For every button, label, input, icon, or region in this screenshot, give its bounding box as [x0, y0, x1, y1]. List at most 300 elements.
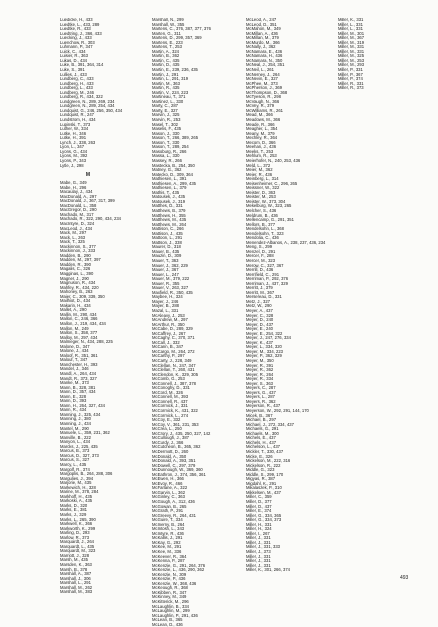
index-entry: Luke, S., 391	[60, 67, 85, 73]
index-entry: Mattison, C., 266	[152, 226, 184, 232]
index-entry: Mack, L., 263	[60, 234, 86, 240]
index-entry: Lundgreen, N., 289, 254, 434	[60, 103, 115, 109]
index-entry: Lyons, G., 434	[60, 148, 88, 154]
index-entry: Luick, C., 434	[60, 48, 86, 54]
index-entry: Machado, M., 317	[60, 211, 94, 217]
index-entry: Luedtke, R., 433	[60, 26, 91, 32]
index-entry: Mann, B., 328, 381	[60, 384, 96, 390]
index-entry: Martens, C., 376, 387, 377, 376	[152, 26, 211, 32]
index-entry: Martin, B., 362	[152, 53, 180, 59]
index-entry: Marlow, R., 373	[60, 534, 90, 540]
index-entry: Miller, J., 373	[246, 548, 271, 554]
index-entry: Miller, M., 325	[338, 53, 365, 59]
index-entry: McDonald, A., 350	[152, 453, 187, 459]
index-entry: McEathron, J., 374, 356, 361	[152, 471, 206, 477]
index-entry: Miller, M., 293	[338, 62, 365, 68]
index-entry: McVaugh, N., 366	[246, 98, 280, 104]
index-entry: McKeever, R., 364	[152, 553, 187, 559]
index-entry: McKee, M., 291	[152, 544, 182, 550]
index-entry: Mattison, J., 435	[152, 230, 183, 236]
index-entry: McLeod, D., 351	[246, 21, 277, 27]
index-entry: McNeal, J., 254, 351	[246, 62, 285, 68]
index-entry: Lytle, J., 298	[60, 162, 84, 168]
index-entry: McCarthy, P., 297	[152, 353, 185, 359]
index-entry: Manning, J., 434	[60, 421, 91, 427]
index-entry: McKenzie, W., 368, 436	[152, 580, 197, 586]
index-entry: McConnell, R., 437	[152, 398, 188, 404]
index-entry: Lupinski, T., 373	[60, 121, 91, 127]
index-entry: Merow, C., 327, 367	[246, 262, 284, 268]
index-entry: Mathiesen, L., 379	[152, 185, 187, 191]
index-entry: Mandl, A., 264, 434	[60, 371, 97, 377]
index-entry: Miller, C., 359	[246, 494, 272, 500]
index-entry: Meyer, R., 264	[246, 371, 274, 377]
index-entry: McCord, M., 326	[152, 389, 183, 395]
index-entry: Lundberg, C., 433	[60, 76, 94, 82]
index-entry: Manuele, L., 359, 231, 362	[60, 430, 110, 436]
index-entry: Mayer, J., 246	[152, 298, 179, 304]
index-entry: Mann, R., 434	[60, 407, 87, 413]
index-entry: Marquardt, M., 323	[60, 548, 96, 554]
index-entry: McDowell, C., 297, 379	[152, 462, 196, 468]
index-entry: Maxfield, R., 350, 435	[152, 289, 193, 295]
index-entry: McGinley, C., 363	[152, 494, 185, 500]
index-entry: McGrath, P., 291	[152, 508, 184, 514]
index-entry: Michelson, L., 437	[246, 444, 280, 450]
index-entry: Micke, E., 326	[246, 453, 273, 459]
index-entry: Margulies, J., 394	[60, 475, 94, 481]
index-entry: Miller, M., 319	[338, 39, 365, 45]
index-entry: Marks, L., 265, 390	[60, 516, 96, 522]
index-entry: Marriott, J., 328	[60, 552, 90, 558]
index-entry: Martineau, T., 371	[152, 94, 186, 100]
index-entry: Martin, E., 239, 236, 435	[152, 67, 198, 73]
index-entry: McCarty, J., 228, 349	[152, 358, 192, 364]
index-entry: Madden, R., 390	[60, 261, 91, 267]
index-entry: McPherson, J., 369	[246, 85, 283, 91]
index-entry: Mayer, B., 288	[152, 303, 179, 309]
index-entry: Marshall, M., 262	[60, 584, 93, 590]
index-entry: Mazal, L., 331	[152, 308, 179, 313]
index-entry: McCaghy, C., 370, 371	[152, 335, 195, 341]
index-entry: Luther, W., 334	[60, 126, 89, 132]
index-entry: Manke, M., 373	[60, 380, 89, 386]
index-entry: Lundquist, R., 247	[60, 112, 94, 118]
index-entry: Meyer, J., 247, 276, 334	[246, 335, 291, 341]
index-entry: Marty, E., 327	[152, 107, 178, 113]
index-entry: Manning, J., 325, 434	[60, 411, 101, 417]
index-entry: Malmeger, N., 434, 288, 225	[60, 339, 113, 345]
index-entry: Meinberg, L., 314	[246, 176, 279, 182]
index-entry: McConnell, J., 387, 378	[152, 380, 196, 386]
index-entry: Malone, D., 347	[60, 343, 90, 349]
index-entry: Mackinnon, J., 333	[60, 248, 96, 254]
index-entry: Luedtke, L., 433, 289	[60, 21, 100, 27]
index-entry: Mendelsohn, T., 323	[246, 230, 284, 236]
index-entry: Massa, L., 330	[152, 153, 180, 159]
index-entry: Merritt, M., 367	[246, 289, 275, 295]
index-entry: McNally, J., 362	[246, 44, 276, 50]
index-entry: Madden, B., 290	[60, 252, 91, 258]
index-entry: Mellencamp, G., 291, 351	[246, 217, 294, 223]
index-entry: Michels, H., 437	[246, 439, 277, 445]
index-entry: Miller, D., 437	[246, 503, 272, 509]
index-entry: McTyeson, R., 298	[246, 94, 281, 100]
index-entry: Mabe, H., 296	[60, 184, 87, 190]
index-entry: Mahfey, R., 434, 220	[60, 284, 99, 290]
index-entry: Meadows, M., 366	[246, 117, 281, 123]
index-entry: McGarvin, L., 362	[152, 489, 186, 495]
index-entry: Miller, R., 373	[338, 85, 364, 91]
index-entry: Lyon, L., 347	[60, 144, 85, 150]
index-entry: Masoburg, R., 266	[152, 148, 187, 154]
index-entry: McArthur, R., 350	[152, 321, 185, 327]
index-entry: Mathiesen, L., 391	[152, 176, 187, 182]
index-column-4	[338, 18, 424, 91]
index-entry: Meister, W., 373, 304	[246, 198, 286, 204]
index-entry: McNerney, J., 264	[246, 71, 280, 77]
index-entry: Meyer, R., 334	[246, 376, 274, 382]
index-entry: Meyerson, R., 437	[246, 403, 281, 409]
index-entry: Mickelson, R., 222	[246, 462, 281, 468]
index-entry: Lundberg, L., 433	[60, 85, 93, 91]
index-entry: Margoplis, B., 264, 288, 306	[60, 471, 113, 477]
index-entry: Mauer, M., 379, 222	[152, 276, 190, 282]
index-entry: Madden, M., 297, 397	[60, 257, 101, 263]
index-entry: Meister, M., 253	[246, 194, 276, 200]
index-entry: Meissner, W., 322	[246, 185, 280, 191]
index-entry: Miller, M., 331	[338, 44, 365, 50]
index-entry: Lyons, M., 392	[60, 153, 88, 159]
index-entry: Marks, J., 329	[60, 511, 87, 517]
index-entry: McDermott, D., 260	[152, 448, 189, 454]
index-entry: Mann, E., 328	[60, 393, 87, 399]
index-entry: Luisier, R., 363	[60, 53, 88, 59]
index-entry: Lundgreen, N., 289, 269, 234	[60, 98, 115, 104]
index-entry: McMillan, M., 379	[246, 35, 279, 41]
index-entry: Mecom, D., 366	[246, 139, 276, 145]
index-entry: MacIntyre, D., 324	[60, 220, 95, 226]
index-entry: Magner, J., 290	[60, 275, 89, 281]
index-entry: Magnuson, R., 434	[60, 280, 96, 286]
index-entry: Mason, T., 330	[152, 139, 180, 145]
index-entry: Marsh, B., 378	[60, 566, 88, 572]
index-entry: Meyers, R., 362	[246, 398, 276, 404]
index-entry: McKinney, M., 349	[152, 594, 187, 600]
index-entry: Marcus, D., 327, 373	[60, 452, 99, 458]
index-entry: Martinez, L., 330	[152, 98, 184, 104]
index-entry: Marcus, S., 327	[60, 457, 90, 463]
index-entry: Mason, J., 330	[152, 130, 180, 136]
index-entry: Martens, E., 223	[152, 39, 183, 45]
index-entry: Miller, P., 367	[338, 71, 363, 77]
index-entry: Lynch, J., 338, 263	[60, 139, 96, 145]
index-entry: Meade, R., 366	[246, 121, 275, 127]
index-entry: Meyers, C., 287	[246, 385, 276, 391]
index-entry: McComb, G., 253	[152, 376, 185, 382]
index-entry: Miller, J., 331	[246, 535, 271, 541]
index-entry: Lundberg, R., 434, 322	[60, 94, 103, 100]
index-entry: McKee, M., 336	[152, 548, 182, 554]
index-entry: Matousek, J., 435	[152, 194, 186, 200]
index-entry: Miller, R., 331	[338, 80, 364, 86]
index-entry: Mauer, L., 247	[152, 271, 179, 277]
index-entry: Mastecka, B., 254, 350	[152, 162, 195, 168]
index-entry: Meyer, D., 437	[246, 321, 274, 327]
index-entry: McNamara, H., 436	[246, 53, 283, 59]
index-entry: McCormick, J., 331	[152, 403, 188, 409]
index-entry: Manchester, H., 393	[60, 361, 98, 367]
index-entry: Martens, D., 299, 357, 369	[152, 35, 202, 41]
index-entry: McEwen, H., 366	[152, 476, 184, 482]
index-entry: Meyer, R., 362	[246, 367, 274, 373]
index-entry: Meister, D., 363	[246, 189, 276, 195]
index-entry: McConnell, M., 393	[152, 394, 189, 400]
index-entry: Miller, M., 331	[338, 48, 365, 54]
index-entry: Mallon, C., 246, 366	[60, 316, 98, 322]
index-entry: Marshall, J., 306	[60, 575, 91, 581]
index-entry: Mauer, B., 435	[152, 248, 180, 254]
index-entry: McConoghy, D., 331	[152, 385, 190, 391]
index-entry: Meyer, P., 362, 329	[246, 353, 282, 359]
index-entry: Marshall, N., 299	[152, 18, 184, 22]
index-entry: Magginas, L., 390	[60, 270, 94, 276]
index-entry: Mickelson, M., 222, 316	[246, 458, 291, 464]
index-entry: Miller, J., 331	[246, 553, 271, 559]
index-entry: Meagher, L., 354	[246, 126, 278, 132]
index-entry: Meeks, T., 253	[246, 148, 274, 154]
index-entry: Mann, D., 393	[60, 398, 87, 404]
index-entry: McCrea, L., 250	[152, 426, 182, 432]
index-entry: Miller, J., 331, 333	[246, 544, 280, 550]
index-entry: Mauer, J., 362, 229	[152, 262, 188, 268]
index-entry: Meyerson, W., 292, 291, 144, 170	[246, 408, 309, 414]
index-entry: Marcy, L., 435	[60, 461, 87, 467]
index-entry: Miller, L., 331	[338, 21, 363, 27]
index-entry: Matecko, D., 309, 364	[152, 171, 193, 177]
index-entry: Matthews, M., 264	[152, 221, 187, 227]
index-entry: Meyer, R., 391	[246, 362, 274, 368]
index-entry: Michels, E., 437	[246, 435, 276, 441]
index-entry: Markewich, H., 328	[60, 484, 96, 490]
index-entry: McLean, D., 436	[152, 621, 183, 627]
index-entry: Michaels, G., 291	[246, 426, 279, 432]
index-entry: Manning, J., 380	[60, 416, 91, 422]
index-entry: Mendelsohn, L., 368	[246, 226, 284, 232]
index-entry: Miller, K., 331	[338, 18, 364, 22]
index-entry: Martin, L., 291, 319	[152, 76, 189, 82]
index-entry: McKenzie, G., 291, 264, 376	[152, 562, 206, 568]
index-entry: Merrill, D., 436	[246, 267, 274, 273]
index-entry: Matthews, B., 379	[152, 207, 186, 213]
index-entry: McCabe, D., 289, 329	[152, 326, 193, 332]
index-entry: Mechley, R., 364	[246, 135, 278, 141]
index-entry: Mikalaszek, P., 310	[246, 485, 282, 491]
index-entry: Mackinnon, S., 377	[60, 243, 96, 249]
index-entry: Mack, T., 325	[60, 239, 85, 245]
index-entry: Miller, L., 331	[338, 26, 363, 32]
index-entry: McCaffrey, J., 267	[152, 330, 186, 336]
index-entry: Miller, G., 334, 373	[246, 517, 282, 523]
index-entry: Manyon, L., 434	[60, 439, 91, 445]
index-entry: Meyer, M., 350	[246, 358, 274, 364]
index-entry: Markoski, A., 435	[60, 498, 93, 504]
index-entry: McThompson, D., 368	[246, 89, 288, 95]
index-entry: Lundberg, H., 433	[60, 80, 94, 86]
index-entry: Martin, J., 291	[152, 71, 179, 77]
index-entry: Matthes, D., 331	[152, 203, 183, 209]
index-entry: Marsden, K., 363	[60, 561, 92, 567]
index-entry: McKenzie, N., 309	[152, 571, 187, 577]
index-entry: Marcus, B., 373	[60, 448, 90, 454]
index-entry: McAleavy, J., 253	[152, 312, 185, 318]
index-entry: Miller, D., 377	[246, 498, 272, 504]
index-entry: McGuire, T., 334	[152, 517, 183, 523]
index-entry: Marvin, R., 253	[152, 117, 181, 123]
index-entry: McClellan, N., 247, 347	[152, 362, 196, 368]
index-entry: Margolf, R., 374	[60, 466, 90, 472]
index-entry: McGough, A., 312, 436	[152, 498, 195, 504]
index-entry: McNamara, E., 436	[246, 48, 283, 54]
index-entry: Mattoon, L., 291	[152, 235, 183, 241]
index-entry: Martin, C., 435	[152, 57, 180, 63]
index-entry: Meier, R., 436	[246, 171, 273, 177]
index-entry: Menendez-Albanos, A., 238, 237, 436, 234	[246, 239, 326, 245]
index-entry: Miller, H., 324	[246, 526, 272, 532]
index-entry: Lundstrom, H., 434	[60, 117, 96, 123]
index-entry: Mercer, M., 323	[246, 257, 276, 263]
index-entry: Meyer, L., 334, 320	[246, 344, 282, 350]
index-entry: Melcher, S., 436	[246, 207, 277, 213]
index-entry: Meyer, S., 363	[246, 380, 273, 386]
index-entry: Martin, R., 435	[152, 85, 180, 91]
index-entry: McCann, B., 347	[152, 344, 184, 350]
index-entry: Mallet, A., 290	[60, 307, 87, 313]
index-column-2	[152, 18, 238, 627]
index-entry: Merriman, J., 437, 329	[246, 280, 288, 286]
index-entry: Mathis, T., 435	[152, 189, 180, 195]
index-entry: Metz, J., 327	[246, 298, 270, 304]
index-entry: McIntyre, R., 436	[152, 530, 184, 536]
index-entry: Meyer, K., 437	[246, 339, 273, 345]
index-entry: Marks, E., 381	[60, 507, 87, 513]
index-entry: Mellors, B., 377	[246, 221, 276, 227]
index-entry: Meyers, L., 287	[246, 394, 275, 400]
index-entry: McGowan, B., 265	[152, 503, 187, 509]
index-entry: Makarin, H., 434	[60, 302, 91, 308]
index-entry: Masel, T., 302	[152, 121, 178, 127]
index-entry: Meyer, E., 254, 322	[246, 330, 283, 336]
index-entry: Mason, T., 289, 254	[152, 144, 189, 150]
index-entry: Marcks, J., 225, 435	[60, 443, 98, 449]
index-entry: McWilliams, R., 261	[246, 107, 283, 113]
index-entry: Mallin, M., 290, 434	[60, 311, 97, 317]
index-entry: Mandt, R., 373, 327	[60, 375, 97, 381]
index-entry: Menzel, D., 291	[246, 248, 276, 254]
index-entry: Martin, V., 224, 223	[152, 89, 189, 95]
index-entry: Luhmann, P., 347	[60, 44, 93, 50]
index-entry: McNamara, N., 350	[246, 57, 283, 63]
index-entry: Meng, S., 299	[246, 244, 273, 250]
index-entry: Mason, T., 266, 389, 265	[152, 135, 199, 141]
index-entry: Luedtring, J., 366, 433	[60, 30, 102, 36]
index-entry: Martin, D., 435	[152, 62, 180, 68]
index-entry: MacDonald, A., 297	[60, 193, 97, 199]
index-entry: Meyer, M., 334, 223	[246, 348, 284, 354]
index-entry: Meany, M., 379	[246, 130, 275, 136]
index-entry: Michael, J., 272, 334, 437	[246, 421, 294, 427]
index-entry: Meierhofer, N., 240, 253, 436	[246, 157, 301, 163]
index-entry: McNevin, E., 327	[246, 76, 278, 82]
index-entry: Merriman, P., 292, 376	[246, 276, 289, 282]
index-entry: McFarlane, A., 322	[152, 485, 188, 491]
index-entry: Mann, D., 357, 434	[60, 389, 96, 395]
index-entry: Meyers, G., 437	[246, 389, 276, 395]
index-entry: McKay, G., 292	[152, 539, 181, 545]
index-entry: Meyer, A., 437	[246, 308, 273, 313]
index-entry: Mahoney, B., 263	[60, 289, 93, 295]
index-entry: McMillan, A., 436	[246, 30, 278, 36]
index-entry: Middle, S., 299, 170	[246, 471, 284, 477]
index-entry: Marsh, M., 435	[60, 557, 88, 563]
index-entry: Magalis, C., 326	[60, 266, 91, 272]
index-entry: Mersereau, D., 331	[246, 294, 282, 300]
index-entry: Mathiesen, A., 299, 435	[152, 180, 196, 186]
index-entry: Miller, H., 331	[246, 521, 272, 527]
index-entry: Middle, G., 323	[246, 467, 275, 473]
index-entry: Mead, M., 366	[246, 112, 273, 118]
index-entry: Maier, C., 309, 339, 350	[60, 293, 105, 299]
index-entry: Matthews, H., 355	[152, 212, 186, 218]
index-entry: McEvoy, R., 466	[152, 480, 183, 486]
index-entry: Marty, C., 287	[152, 103, 178, 109]
index-entry: Marshall, M., 383	[60, 589, 93, 595]
page-number: 493	[400, 575, 409, 581]
index-entry: McCormick, L., 274	[152, 412, 189, 418]
index-entry: McNeil, L., 261	[246, 67, 274, 73]
index-entry: Miller, J., 331	[246, 539, 271, 545]
index-entry: Mekelburg, W., 323, 265	[246, 203, 292, 209]
index-entry: Meisenheimer, C., 296, 265	[246, 180, 298, 186]
index-entry: Marks, D., 320	[60, 502, 88, 508]
index-entry: Migdahl, K., 291	[246, 480, 277, 486]
index-entry: McKenna, P., 287	[152, 558, 185, 564]
index-entry: McKitterick, M., 296	[152, 599, 189, 604]
index-entry: Marquardt, J., 264	[60, 539, 94, 545]
index-entry: Meyer, C., 328	[246, 312, 274, 318]
index-entry: Meier, M., 362	[246, 167, 273, 173]
index-entry: Matthews, M., 435	[152, 217, 187, 223]
index-entry: Miller, J., 331	[246, 558, 271, 564]
index-entry: Martin, A., 324	[152, 48, 179, 54]
index-entry: Maselis, F., 435	[152, 126, 182, 132]
index-entry: Malouf, T., 347	[60, 357, 88, 363]
index-entry: Mallon, M., 249	[60, 325, 89, 331]
index-entry: Markwell, K., 366	[60, 521, 93, 527]
index-entry: McDunnough, W., 369, 360	[152, 467, 203, 473]
index-entry: Markhoff, H., 435	[60, 493, 93, 499]
index-entry: McCullough, J., 387	[152, 435, 190, 441]
index-entry: Mauer, T., 363	[152, 257, 179, 263]
index-entry: MacGregor, D., 290	[60, 207, 97, 213]
index-entry: McPhee, M., 373	[246, 80, 278, 86]
index-entry: Markworth, K., 299	[60, 525, 96, 531]
index-entry: McCoy, E., 332	[152, 417, 181, 423]
index-entry: Metz, W., 290	[246, 303, 272, 309]
index-entry: McInerny, B., 264	[152, 521, 185, 527]
index-entry: Luenchow, R., 303	[60, 39, 95, 45]
index-entry: Mabe, G., 349	[60, 180, 87, 186]
